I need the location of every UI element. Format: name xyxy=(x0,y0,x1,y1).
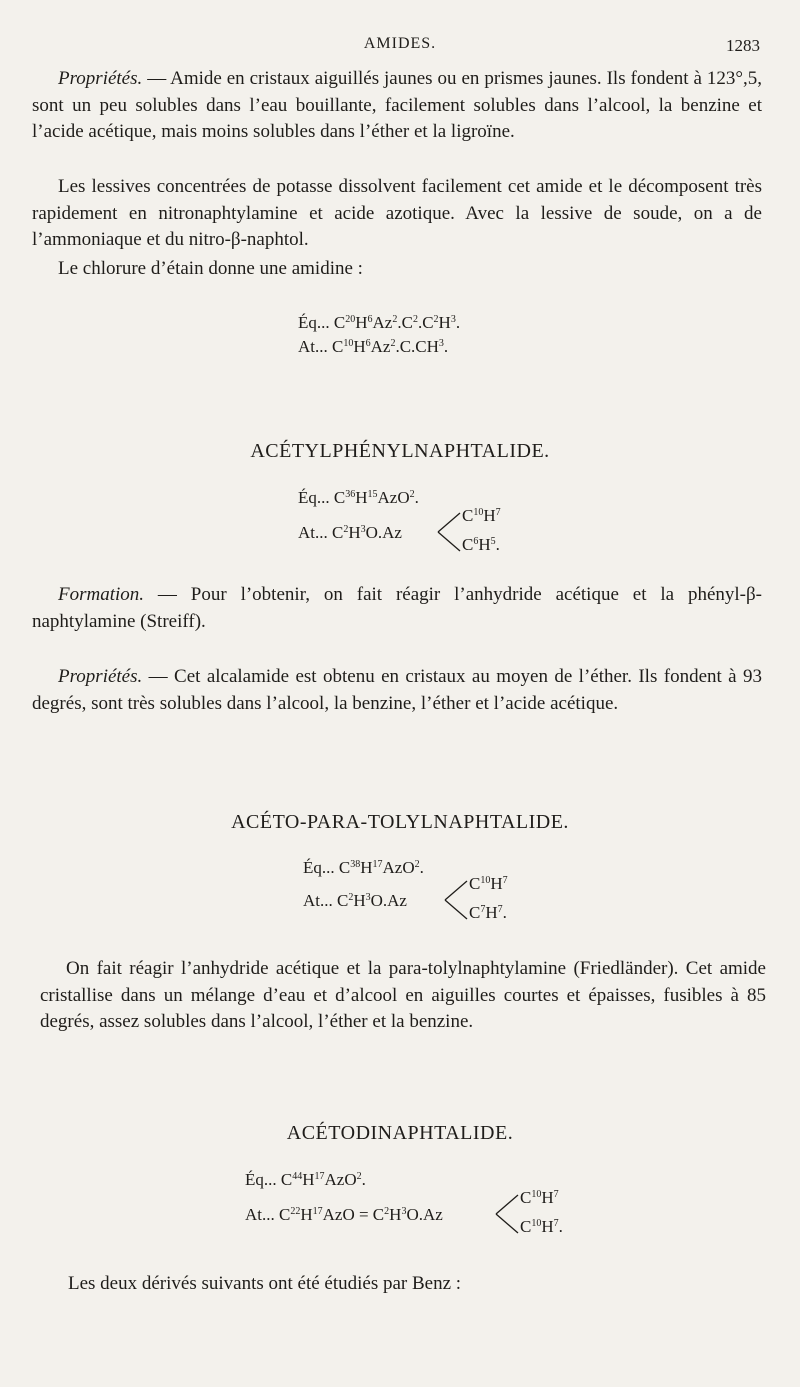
formula-amidine-eq: Éq... $C^{20}H^6Az^2.C^2.C^2H^3$. xyxy=(298,313,461,332)
paragraph-benz: Les deux dérivés suivants ont été étudiés par Benz : xyxy=(68,1273,462,1294)
paragraph-formation xyxy=(32,582,762,635)
running-header: AMIDES. xyxy=(363,35,437,52)
formula-3-eq: Éq... $C^{44}H^{17}AzO^2$. xyxy=(245,1170,366,1189)
paragraph-text: — Pour l’obtenir, on fait réagir l’anhydride acétique et la phényl-β-naphtylamine (Streiff). xyxy=(32,584,762,632)
paragraph-chlorure: Le chlorure d’étain donne une amidine : xyxy=(58,258,363,279)
heading-acetylphenylnaphtalide: ACÉTYLPHÉNYLNAPHTALIDE. xyxy=(250,440,550,462)
page-number: 1283 xyxy=(726,36,760,55)
branch-lines-3 xyxy=(494,1192,520,1236)
paragraph-text: — Amide en cristaux aiguillés jaunes ou en prismes jaunes. Ils fondent à 123°,5, sont un peu solubles dans l’eau bouillante, facilement solubles dans l’alcool, la benzine et l’acide acétique, mais moins solubles dans l’éther et la ligroïne. xyxy=(32,68,762,142)
branch-lines-2 xyxy=(443,878,469,922)
formula-1-branch-top: $C^{10}H^7$ xyxy=(462,506,501,525)
formula-2-eq: Éq... $C^{38}H^{17}AzO^2$. xyxy=(303,858,424,877)
branch-lines-1 xyxy=(436,510,462,554)
formula-1-branch-bottom: $C^6H^5$. xyxy=(462,535,500,554)
formula-2-at: At... $C^2H^3O.Az$ xyxy=(303,891,407,910)
heading-acetodinaphtalide: ACÉTODINAPHTALIDE. xyxy=(286,1122,514,1144)
formula-2-branch-bottom: $C^7H^7$. xyxy=(469,903,507,922)
label-formation: Formation. xyxy=(58,584,145,605)
heading-aceto-para-tolylnaphtalide: ACÉTO-PARA-TOLYLNAPHTALIDE. xyxy=(231,811,569,833)
paragraph-lessives: Les lessives concentrées de potasse dissolvent facilement cet amide et le décomposent très rapidement en nitronaphtylamine et acide azotique. Avec la lessive de soude, on a de l’ammoniaque et du nitro-β-naphtol. xyxy=(32,176,762,250)
paragraph-friedlander: On fait réagir l’anhydride acétique et la para-tolylnaphtylamine (Friedländer). Cet amide cristallise dans un mélange d’eau et d’alcool en aiguilles courtes et épaisses, fusibles à 85 degrés, assez solubles dans l’alcool, l’éther et la benzine. xyxy=(40,958,766,1032)
formula-3-branch-bottom: $C^{10}H^7$. xyxy=(520,1217,563,1236)
formula-2-branch-top: $C^{10}H^7$ xyxy=(469,874,508,893)
formula-amidine-at: At... $C^{10}H^6Az^2.C.CH^3$. xyxy=(298,337,449,356)
label-proprietes: Propriétés. xyxy=(58,666,143,687)
formula-1-at: At... $C^2H^3O.Az$ xyxy=(298,523,402,542)
formula-1-eq: Éq... $C^{36}H^{15}AzO^2$. xyxy=(298,488,419,507)
label-proprietes: Propriétés. xyxy=(58,68,143,89)
formula-3-at: At... $C^{22}H^{17}AzO = C^2H^3O.Az$ xyxy=(245,1205,443,1224)
paragraph-text: — Cet alcalamide est obtenu en cristaux au moyen de l’éther. Ils fondent à 93 degrés, sont très solubles dans l’alcool, la benzine, l’éther et l’acide acétique. xyxy=(32,666,762,714)
formula-3-branch-top: $C^{10}H^7$ xyxy=(520,1188,559,1207)
paragraph-properties-1 xyxy=(32,66,762,146)
paragraph-properties-2 xyxy=(32,664,762,717)
